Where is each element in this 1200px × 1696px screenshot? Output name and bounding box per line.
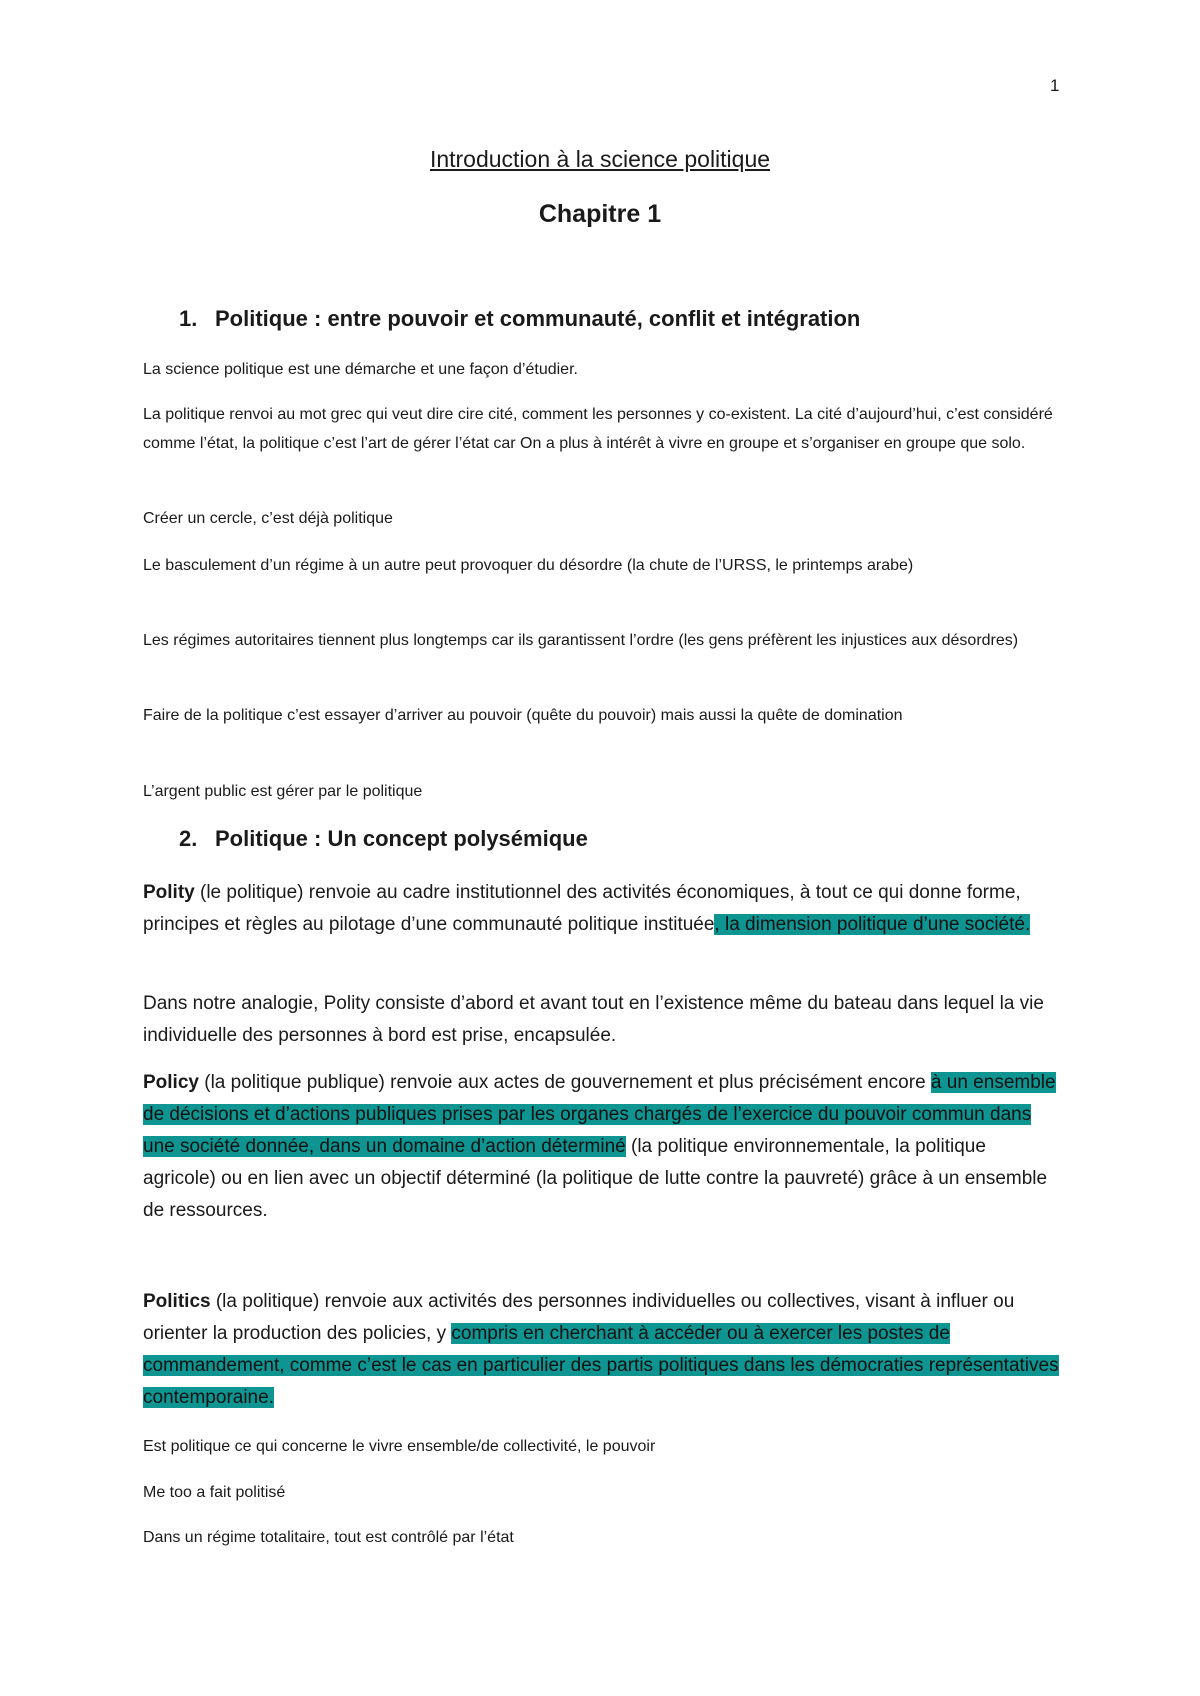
paragraph: La science politique est une démarche et une façon d’étudier.	[143, 361, 578, 378]
section-1	[143, 306, 1063, 332]
polity-highlight: , la dimension politique d’une société.	[714, 914, 1031, 935]
paragraph-block	[143, 551, 1063, 580]
page-number: 1	[1050, 76, 1060, 95]
section-2-heading	[143, 826, 1063, 852]
section-1-number: 1.	[179, 306, 198, 331]
paragraph: La politique renvoi au mot grec qui veut dire cire cité, comment les personnes y co-existent. La cité d’aujourd’hui, c’est considéré comme l’état, la politique c’est l’art de gérer l’état car On a plus à intérêt à vivre en groupe et s’organiser en groupe que solo.	[143, 406, 1053, 452]
section-1-heading-text: Politique : entre pouvoir et communauté, conflit et intégration	[215, 306, 861, 331]
paragraph-block	[143, 777, 1063, 806]
paragraph-block	[143, 1523, 1063, 1552]
paragraph-block	[143, 1478, 1063, 1507]
polity-paragraph-block	[143, 877, 1063, 941]
polity-text: (le politique) renvoie au cadre institutionnel des activités économiques, à tout ce qui donne forme, principes et règles au pilotage d’une communauté politique instituée	[143, 882, 1021, 935]
section-2-number: 2.	[179, 826, 198, 851]
policy-highlight: à un ensemble de décisions et d’actions publiques prises par les organes chargés de l’exercice du pouvoir commun dans une société donnée, dans un domaine d’action déterminé	[143, 1072, 1056, 1157]
paragraph: Faire de la politique c’est essayer d’arriver au pouvoir (quête du pouvoir) mais aussi la quête de domination	[143, 707, 903, 724]
chapter-heading: Chapitre 1	[538, 200, 662, 228]
politics-text: (la politique) renvoie aux activités des personnes individuelles ou collectives, visant à influer ou orienter la production des policies, y	[143, 1291, 1015, 1344]
paragraph: Créer un cercle, c’est déjà politique	[143, 510, 393, 527]
section-1-heading	[143, 306, 1063, 332]
paragraph: Les régimes autoritaires tiennent plus longtemps car ils garantissent l’ordre (les gens préfèrent les injustices aux désordres)	[143, 632, 1019, 649]
section-2-heading-text: Politique : Un concept polysémique	[215, 826, 588, 851]
policy-paragraph-block	[143, 1067, 1063, 1227]
paragraph-block	[143, 701, 1063, 730]
paragraph-block	[143, 504, 1063, 533]
paragraph-block	[143, 626, 1063, 655]
politics-paragraph	[143, 1286, 1063, 1414]
policy-term: Policy	[143, 1072, 199, 1093]
paragraph: L’argent public est gérer par le politique	[143, 783, 423, 800]
section-2	[143, 826, 1063, 852]
policy-paragraph	[143, 1067, 1063, 1227]
policy-text: (la politique publique) renvoie aux actes de gouvernement et plus précisément encore	[198, 1072, 931, 1093]
section-1-body	[143, 355, 1063, 384]
polity-term: Polity	[143, 882, 195, 903]
paragraph: Dans un régime totalitaire, tout est contrôlé par l’état	[143, 1529, 514, 1546]
polity-paragraph	[143, 877, 1063, 941]
paragraph-block	[143, 400, 1063, 458]
document-title: Introduction à la science politique	[429, 146, 771, 172]
paragraph: Est politique ce qui concerne le vivre ensemble/de collectivité, le pouvoir	[143, 1438, 656, 1455]
politics-highlight: compris en cherchant à accéder ou à exercer les postes de commandement, comme c’est le cas en particulier des partis politiques dans les démocraties représentatives contemporaine.	[143, 1323, 1059, 1408]
policy-after: (la politique environnementale, la politique agricole) ou en lien avec un objectif déterminé (la politique de lutte contre la pauvreté) grâce à un ensemble de ressources.	[143, 1136, 1048, 1221]
paragraph-block	[143, 1432, 1063, 1461]
politics-paragraph-block	[143, 1286, 1063, 1414]
analogy-paragraph: Dans notre analogie, Polity consiste d’abord et avant tout en l’existence même du bateau dans lequel la vie individuelle des personnes à bord est prise, encapsulée.	[143, 993, 1044, 1046]
analogy-paragraph-block	[143, 988, 1063, 1052]
paragraph: Me too a fait politisé	[143, 1484, 286, 1501]
paragraph: Le basculement d’un régime à un autre peut provoquer du désordre (la chute de l’URSS, le printemps arabe)	[143, 557, 914, 574]
politics-term: Politics	[143, 1291, 211, 1312]
